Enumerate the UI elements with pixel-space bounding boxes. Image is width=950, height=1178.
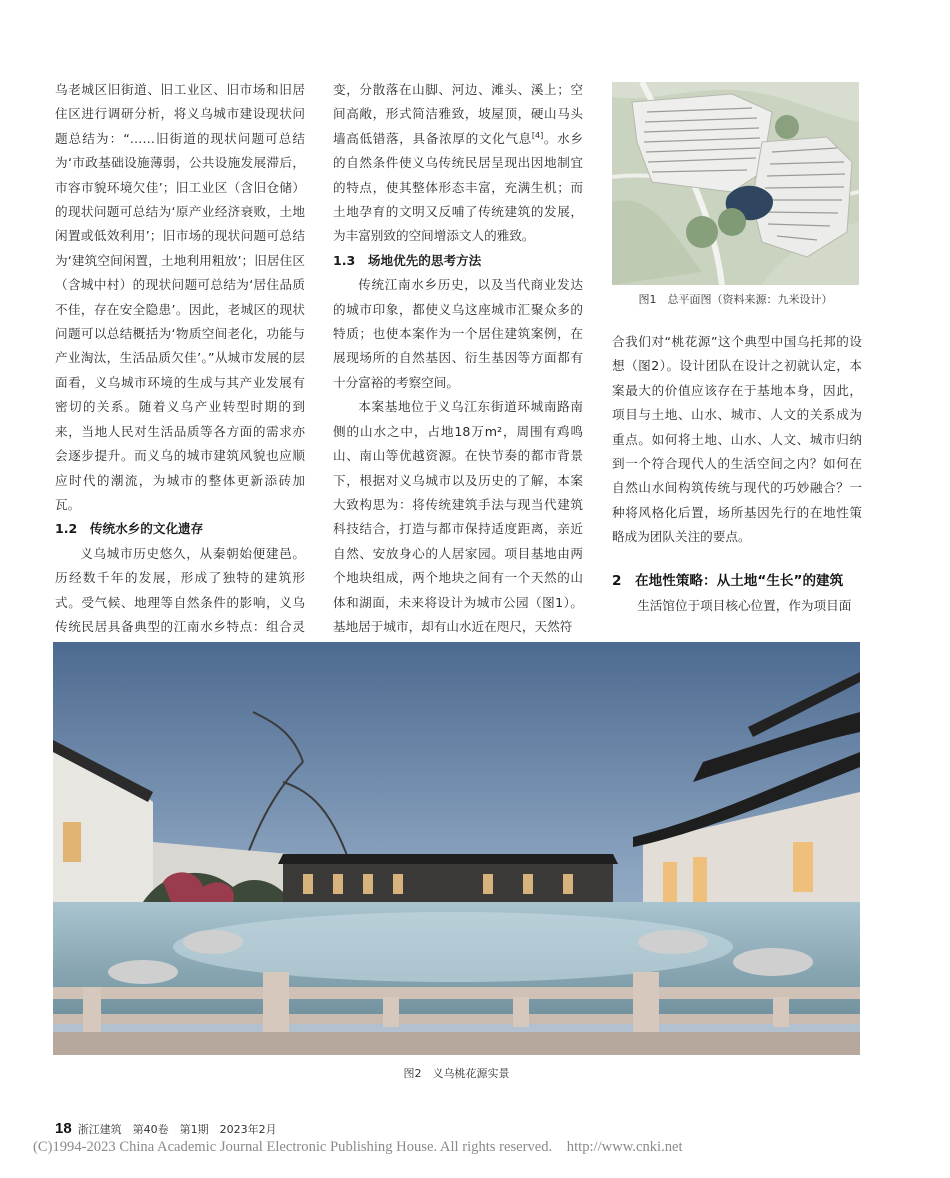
page-number: 18 bbox=[55, 1120, 72, 1137]
paragraph: 本案基地位于义乌江东街道环城南路南侧的山水之中，占地18万m²，周围有鸡鸣山、南山等优越资源。在快节奏的都市背景下，根据对义乌城市以及历史的了解，本案大致构思为：将传统建筑手法与现当代建筑科技结合，打造与都市保持适度距离，亲近自然、安放身心的人居家园。项目基地由两个地块组成，两个地块之间有一个天然的山体和湖面，未来将设计为城市公园（图1）。基地居于城市，却有山水近在咫尺，天然符 bbox=[333, 399, 583, 634]
courtyard-photo-image bbox=[53, 642, 860, 1055]
text-column-1 bbox=[55, 78, 305, 664]
figure-1-site-plan bbox=[612, 82, 859, 285]
paragraph: 传统江南水乡历史，以及当代商业发达的城市印象，都使义乌这座城市汇聚众多的特质；也使本案作为一个居住建筑案例，在展现场所的自然基因、衍生基因等方面都有十分富裕的考察空间。 bbox=[333, 277, 583, 390]
text-column-3 bbox=[612, 330, 862, 618]
paragraph-text: 变，分散落在山脚、河边、滩头、溪上；空间高敞，形式简洁雅致，坡屋顶，硬山马头墙高低错落，具备浓厚的文化气息 bbox=[333, 82, 583, 146]
section-heading-2: 2 在地性策略：从土地“生长”的建筑 bbox=[612, 572, 844, 589]
paragraph bbox=[333, 78, 583, 249]
copyright-notice: (C)1994-2023 China Academic Journal Electronic Publishing House. All rights reserved. http://www.cnki.net bbox=[33, 1139, 683, 1155]
paragraph: 生活馆位于项目核心位置，作为项目面 bbox=[637, 597, 852, 613]
paragraph: 合我们对“桃花源”这个典型中国乌托邦的设想（图2）。设计团队在设计之初就认定，本案最大的价值应该存在于基地本身，因此，项目与土地、山水、城市、人文的关系成为重点。如何将土地、山水、人文、城市归纳到一个符合现代人的生活空间之内？如何在自然山水间构筑传统与现代的巧妙融合？一种将风格化后置，场所基因先行的在地性策略成为团队关注的要点。 bbox=[612, 334, 862, 545]
text-column-2 bbox=[333, 78, 583, 639]
site-plan-image bbox=[612, 82, 859, 285]
paragraph-text: 。水乡的自然条件使义乌传统民居呈现出因地制宜的特点，使其整体形态丰富，充满生机；而土地孕育的文明又反哺了传统建筑的发展，为丰富别致的空间增添文人的雅致。 bbox=[333, 130, 584, 244]
section-heading-1-3: 1.3 场地优先的思考方法 bbox=[333, 252, 482, 268]
paragraph: 乌老城区旧街道、旧工业区、旧市场和旧居住区进行调研分析，将义乌城市建设现状问题总结为：“……旧街道的现状问题可总结为‘市政基础设施薄弱，公共设施发展滞后，市容市貌环境欠佳’；旧工业区（含旧仓储）的现状问题可总结为‘原产业经济衰败，土地闲置或低效利用’；旧市场的现状问题可总结为‘建筑空间闲置，土地利用粗放’；旧居住区（含城中村）的现状问题可总结为‘居住品质不佳，存在安全隐患’。因此，老城区的现状问题可以总结概括为‘物质空间老化，功能与产业淘汰，生活品质欠佳’。”从城市发展的层面看，义乌城市环境的生成与其产业发展有密切的关系。随着义乌产业转型时期的到来，当地人民对生活品质等各方面的需求亦会逐步提升。而义乌的城市建筑风貌也应顺应时代的潮流，为城市的整体更新添砖加瓦。 bbox=[55, 82, 305, 512]
figure-2-caption: 图2 义乌桃花源实景 bbox=[403, 1067, 510, 1080]
reference-mark[interactable]: [4] bbox=[531, 130, 544, 140]
paragraph: 义乌城市历史悠久，从秦朝始便建邑。历经数千年的发展，形成了独特的建筑形式。受气候、地理等自然条件的影响，义乌传统民居具备典型的江南水乡特点：组合灵 bbox=[55, 545, 305, 634]
journal-info: 浙江建筑 第40卷 第1期 2023年2月 bbox=[77, 1123, 277, 1136]
section-heading-1-2: 1.2 传统水乡的文化遗存 bbox=[55, 521, 204, 537]
figure-1-caption: 图1 总平面图（资料来源：九米设计） bbox=[638, 293, 833, 306]
figure-2-photo bbox=[53, 642, 860, 1055]
